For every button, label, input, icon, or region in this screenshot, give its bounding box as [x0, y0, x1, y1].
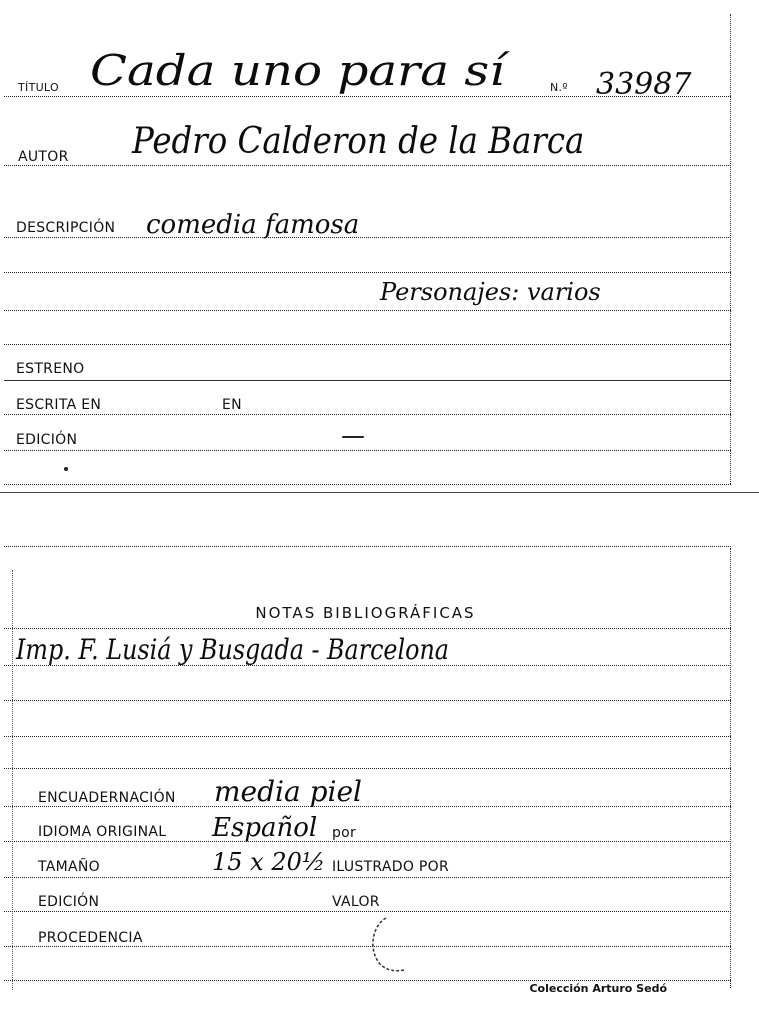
- card-top-edge: [4, 546, 731, 547]
- idioma-por-label: por: [332, 825, 357, 841]
- catalog-card-back: [0, 540, 745, 1028]
- edicion-label: EDICIÓN: [38, 894, 100, 910]
- idioma-original-value: Español: [212, 813, 318, 843]
- ruled-line: [4, 700, 731, 701]
- estreno-label: ESTRENO: [16, 361, 85, 377]
- imprenta-note: Imp. F. Lusiá y Busgada - Barcelona: [16, 633, 449, 666]
- valor-label: VALOR: [332, 894, 380, 910]
- encuadernacion-value: media piel: [214, 775, 362, 808]
- ruled-line: [4, 841, 731, 842]
- descripcion-value: comedia famosa: [146, 210, 360, 240]
- ruled-line: [4, 768, 731, 769]
- ilustrado-por-label: ILUSTRADO POR: [332, 859, 449, 875]
- catalog-card-front: [0, 0, 745, 492]
- ruled-line: [4, 165, 731, 166]
- titulo-label: TÍTULO: [18, 81, 59, 94]
- card-separator: [0, 492, 759, 493]
- tamano-label: TAMAÑO: [38, 859, 100, 875]
- ruled-line: [4, 450, 731, 451]
- escrita-en-lugar-label: EN: [222, 397, 242, 413]
- numero-label: N.º: [550, 81, 568, 94]
- escrita-en-label: ESCRITA EN: [16, 397, 102, 413]
- coleccion-credit: Colección Arturo Sedó: [529, 982, 667, 995]
- tamano-value: 15 x 20½: [212, 848, 326, 876]
- ruled-line: [4, 980, 731, 981]
- card-left-edge: [12, 570, 13, 990]
- procedencia-label: PROCEDENCIA: [38, 930, 143, 946]
- ruled-line: [4, 877, 731, 878]
- ruled-line: [4, 484, 731, 485]
- ink-mark: [342, 436, 364, 438]
- ruled-line: [4, 806, 731, 807]
- idioma-original-label: IDIOMA ORIGINAL: [38, 824, 167, 840]
- stamp-mark: [364, 912, 414, 976]
- encuadernacion-label: ENCUADERNACIÓN: [38, 790, 176, 806]
- ruled-line: [4, 380, 731, 381]
- autor-label: AUTOR: [18, 149, 69, 165]
- ruled-line: [4, 272, 731, 273]
- autor-value: Pedro Calderon de la Barca: [132, 121, 585, 162]
- descripcion-note: Personajes: varios: [380, 278, 601, 306]
- numero-value: 33987: [596, 67, 692, 102]
- notas-bibliograficas-heading: NOTAS BIBLIOGRÁFICAS: [255, 604, 476, 622]
- ruled-line: [4, 237, 731, 238]
- ink-speck: [64, 467, 68, 471]
- titulo-value: Cada uno para sí: [90, 46, 505, 95]
- ruled-line: [4, 736, 731, 737]
- edicion-label: EDICIÓN: [16, 432, 78, 448]
- ruled-line: [4, 628, 731, 629]
- ruled-line: [4, 344, 731, 345]
- descripcion-label: DESCRIPCIÓN: [16, 220, 116, 236]
- ruled-line: [4, 310, 731, 311]
- ruled-line: [4, 414, 731, 415]
